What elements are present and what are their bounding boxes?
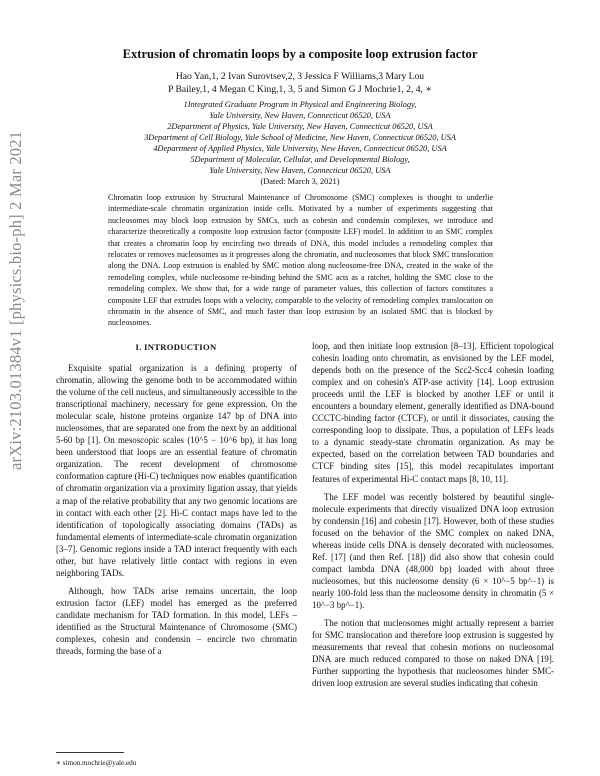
- affiliation-line: 4Department of Applied Physics, Yale University, New Haven, Connecticut 06520, USA: [153, 144, 447, 153]
- affiliation-line: 5Department of Molecular, Cellular, and Developmental Biology,: [190, 155, 410, 164]
- paper-title: Extrusion of chromatin loops by a composite loop extrusion factor: [122, 47, 478, 61]
- affiliation-line: 3Department of Cell Biology, Yale School of Medicine, New Haven, Connecticut 06520, USA: [144, 133, 456, 142]
- paragraph: The LEF model was recently bolstered by beautiful single-molecule experiments that directly visualized DNA loop extrusion by condensin [16] and cohesin [17]. However, both of these studies focused on the behavior of the SMC complex on naked DNA, whereas inside cells DNA is densely decorated with nucleosomes. Ref. [17] (and then Ref. [18]) did also show that cohesin could compact lambda DNA (48,000 bp) loaded with about three nucleosomes, but this nucleosome density (6 × 10^−5 bp^−1) is nearly 100-fold less than the nucleosome density in chromatin (5 × 10^−3 bp^−1).: [312, 491, 554, 610]
- paragraph: loop, and then initiate loop extrusion [8–13]. Efficient topological cohesin loading onto chromatin, as envisioned by the LEF model, depends both on the presence of the Scc2-Scc4 cohesin loading complex and on cohesin's ATP-ase activity [14]. Loop extrusion proceeds until the LEF is blocked by another LEF or until it encounters a boundary element, generally identified as DNA-bound CCCTC-binding factor (CTCF), or until it dissociates, causing the corresponding loop to dissipate. Thus, a population of LEFs leads to a dynamic steady-state chromatin organization. As may be expected, based on the correlation between TAD boundaries and CTCF binding sites [15], this model recapitulates important features of experimental Hi-C contact maps [8, 10, 11].: [312, 341, 554, 484]
- paragraph: Although, how TADs arise remains uncertain, the loop extrusion factor (LEF) model has emerged as the preferred candidate mechanism for TAD formation. In this model, LEFs – identified as the Structural Maintenance of Chromosome (SMC) complexes, cohesin and condensin – encircle two chromatin threads, forming the base of a: [56, 585, 297, 657]
- author-line-1: Hao Yan,1, 2 Ivan Surovtsev,2, 3 Jessica F Williams,3 Mary Lou: [175, 71, 425, 82]
- paragraph: Exquisite spatial organization is a defining property of chromatin, allowing the genome both to be accommodated within the volume of the cell nucleus, and simultaneously accessible to the transcriptional machinery, necessary for gene expression. On the molecular scale, histone proteins organize 147 bp of DNA into nucleosomes, that are separated one from the next by an additional 5-60 bp [1]. On mesoscopic scales (10^5 − 10^6 bp), it has long been understood that loops are an essential feature of chromatin organization. The recent development of chromosome conformation capture (Hi-C) techniques now enables quantification of chromatin organization via a proximity ligation assay, that yields a map of the relative probability that any two genomic locations are in contact with each other [2]. Hi-C contact maps have led to the identification of topologically associating domains (TADs) as fundamental elements of intermediate-scale chromatin organization [3–7]. Genomic regions inside a TAD interact frequently with each other, but have relatively little contact with regions in even neighboring TADs.: [56, 363, 297, 578]
- footnote-rule: [56, 752, 124, 753]
- affiliation-line: Yale University, New Haven, Connecticut 06520, USA: [209, 111, 391, 120]
- arxiv-identifier: arXiv:2103.01384v1 [physics.bio-ph] 2 Mar 2021: [6, 130, 25, 470]
- affiliation-line: Yale University, New Haven, Connecticut 06520, USA: [209, 166, 391, 175]
- affiliation-line: 1Integrated Graduate Program in Physical and Engineering Biology,: [183, 100, 417, 109]
- section-heading: I. INTRODUCTION: [135, 342, 217, 352]
- footnote: ∗ simon.mochrie@yale.edu: [56, 759, 137, 767]
- affiliation-line: 2Department of Physics, Yale University, New Haven, Connecticut 06520, USA: [167, 122, 433, 131]
- paragraph: The notion that nucleosomes might actually represent a barrier for SMC translocation and therefore loop extrusion is suggested by measurements that reveal that cohesin motions on nucleosomal DNA are much reduced compared to those on naked DNA [19]. Further supporting the hypothesis that nucleosomes hinder SMC-driven loop extrusion are several studies indicating that cohesin: [312, 618, 554, 689]
- abstract: Chromatin loop extrusion by Structural Maintenance of Chromosome (SMC) complexes is thought to underlie intermediate-scale chromatin organization inside cells. Motivated by a number of experiments suggesting that nucleosomes may block loop extrusion by SMCs, such as cohesin and condensin complexes, we introduce and characterize theoretically a composite loop extrusion factor (composite LEF) model. In addition to an SMC complex that creates a chromatin loop by encircling two threads of DNA, this model includes a remodeling complex that relocates or removes nucleosomes as it progresses along the chromatin, and nucleosomes that block SMC translocation along the DNA. Loop extrusion is enabled by SMC motion along nucleosome-free DNA, created in the wake of the remodeling complex, while nucleosome re-binding behind the SMC acts as a ratchet, holding the SMC close to the remodeling complex. We show that, for a wide range of parameter values, this collection of factors constitutes a composite LEF that extrudes loops with a velocity, comparable to the velocity of remodeling complex translocation on chromatin in the absence of SMC, and much faster than loop extrusion by an isolated SMC that is blocked by nucleosomes.: [108, 193, 493, 328]
- left-column: [56, 362, 297, 657]
- date-line: (Dated: March 3, 2021): [260, 177, 340, 186]
- author-line-2: P Bailey,1, 4 Megan C King,1, 3, 5 and Simon G J Mochrie1, 2, 4, ∗: [168, 84, 432, 95]
- right-column: [312, 340, 554, 689]
